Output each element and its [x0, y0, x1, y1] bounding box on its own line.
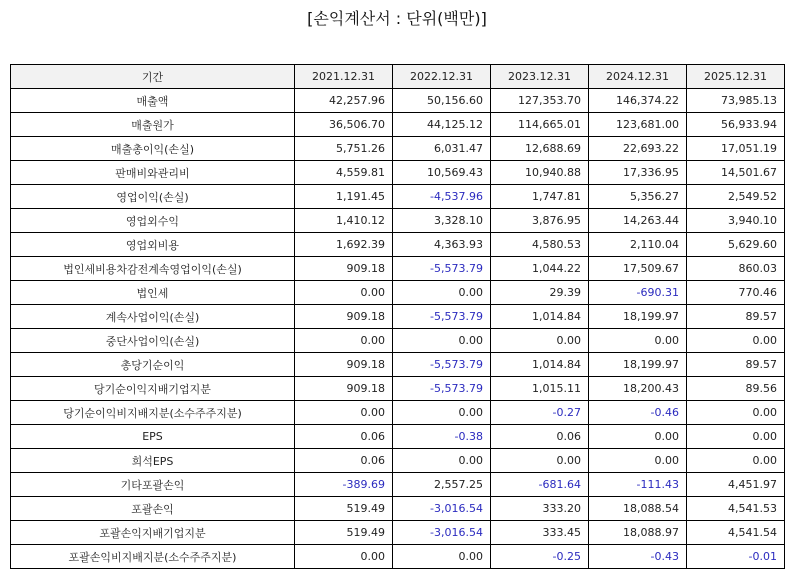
table-cell: 519.49 — [295, 497, 393, 521]
table-cell: -0.27 — [491, 401, 589, 425]
table-cell: -3,016.54 — [393, 521, 491, 545]
table-cell: -111.43 — [589, 473, 687, 497]
table-cell: 0.06 — [295, 425, 393, 449]
table-cell: 0.00 — [589, 329, 687, 353]
row-label: 당기순이익비지배지분(소수주주지분) — [11, 401, 295, 425]
table-cell: 36,506.70 — [295, 113, 393, 137]
header-year: 2022.12.31 — [393, 65, 491, 89]
table-cell: -5,573.79 — [393, 257, 491, 281]
table-cell: 0.00 — [687, 425, 785, 449]
table-cell: 0.00 — [295, 329, 393, 353]
row-label: 포괄손익 — [11, 497, 295, 521]
table-cell: 0.00 — [589, 449, 687, 473]
table-cell: 44,125.12 — [393, 113, 491, 137]
table-cell: 4,541.54 — [687, 521, 785, 545]
table-cell: 1,410.12 — [295, 209, 393, 233]
row-label: 법인세비용차감전계속영업이익(손실) — [11, 257, 295, 281]
table-row — [11, 329, 785, 353]
table-cell: 1,191.45 — [295, 185, 393, 209]
table-cell: -0.25 — [491, 545, 589, 569]
table-row — [11, 449, 785, 473]
table-row — [11, 473, 785, 497]
table-cell: 14,501.67 — [687, 161, 785, 185]
table-cell: 1,044.22 — [491, 257, 589, 281]
table-cell: 1,015.11 — [491, 377, 589, 401]
table-cell: 4,541.53 — [687, 497, 785, 521]
row-label: 희석EPS — [11, 449, 295, 473]
table-row — [11, 377, 785, 401]
header-year: 2025.12.31 — [687, 65, 785, 89]
table-cell: -0.46 — [589, 401, 687, 425]
row-label: 기타포괄손익 — [11, 473, 295, 497]
row-label: 영업이익(손실) — [11, 185, 295, 209]
header-period: 기간 — [11, 65, 295, 89]
table-cell: 18,200.43 — [589, 377, 687, 401]
table-cell: 0.00 — [393, 545, 491, 569]
table-cell: 18,088.54 — [589, 497, 687, 521]
table-cell: -0.43 — [589, 545, 687, 569]
table-cell: 2,549.52 — [687, 185, 785, 209]
header-year: 2024.12.31 — [589, 65, 687, 89]
table-cell: 22,693.22 — [589, 137, 687, 161]
table-cell: 89.56 — [687, 377, 785, 401]
table-cell: -690.31 — [589, 281, 687, 305]
table-cell: 4,559.81 — [295, 161, 393, 185]
table-cell: 0.00 — [687, 329, 785, 353]
table-cell: 3,876.95 — [491, 209, 589, 233]
table-row — [11, 137, 785, 161]
table-cell: -5,573.79 — [393, 305, 491, 329]
table-cell: 909.18 — [295, 353, 393, 377]
table-row — [11, 353, 785, 377]
table-cell: -681.64 — [491, 473, 589, 497]
table-row — [11, 113, 785, 137]
table-cell: 0.00 — [393, 449, 491, 473]
row-label: 영업외비용 — [11, 233, 295, 257]
row-label: 판매비와관리비 — [11, 161, 295, 185]
table-cell: 50,156.60 — [393, 89, 491, 113]
table-cell: -3,016.54 — [393, 497, 491, 521]
table-cell: 0.00 — [295, 401, 393, 425]
table-cell: 29.39 — [491, 281, 589, 305]
table-cell: 1,014.84 — [491, 353, 589, 377]
page-title: [손익계산서 : 단위(백만)] — [307, 9, 487, 28]
table-row — [11, 401, 785, 425]
table-cell: 17,051.19 — [687, 137, 785, 161]
table-cell: 5,751.26 — [295, 137, 393, 161]
row-label: 총당기순이익 — [11, 353, 295, 377]
table-cell: 0.00 — [393, 401, 491, 425]
table-cell: 12,688.69 — [491, 137, 589, 161]
table-cell: -5,573.79 — [393, 353, 491, 377]
table-cell: 0.00 — [687, 449, 785, 473]
table-cell: 10,940.88 — [491, 161, 589, 185]
table-row — [11, 233, 785, 257]
table-cell: 333.45 — [491, 521, 589, 545]
table-row — [11, 497, 785, 521]
table-cell: 2,557.25 — [393, 473, 491, 497]
table-cell: 5,356.27 — [589, 185, 687, 209]
table-cell: 89.57 — [687, 353, 785, 377]
table-cell: 519.49 — [295, 521, 393, 545]
table-cell: 0.00 — [393, 329, 491, 353]
table-cell: 18,199.97 — [589, 353, 687, 377]
table-cell: 18,199.97 — [589, 305, 687, 329]
table-row — [11, 305, 785, 329]
row-label: 포괄손익지배기업지분 — [11, 521, 295, 545]
table-cell: 17,509.67 — [589, 257, 687, 281]
table-cell: 4,451.97 — [687, 473, 785, 497]
table-cell: 0.00 — [687, 401, 785, 425]
table-cell: 56,933.94 — [687, 113, 785, 137]
table-cell: 0.00 — [393, 281, 491, 305]
table-cell: 5,629.60 — [687, 233, 785, 257]
table-cell: 73,985.13 — [687, 89, 785, 113]
table-cell: 42,257.96 — [295, 89, 393, 113]
table-cell: 14,263.44 — [589, 209, 687, 233]
table-cell: 909.18 — [295, 257, 393, 281]
table-cell: -0.38 — [393, 425, 491, 449]
table-cell: -5,573.79 — [393, 377, 491, 401]
table-cell: 770.46 — [687, 281, 785, 305]
table-cell: 0.06 — [491, 425, 589, 449]
table-cell: 0.06 — [295, 449, 393, 473]
table-cell: 17,336.95 — [589, 161, 687, 185]
table-cell: -389.69 — [295, 473, 393, 497]
table-cell: 1,747.81 — [491, 185, 589, 209]
table-row — [11, 89, 785, 113]
table-cell: 123,681.00 — [589, 113, 687, 137]
row-label: EPS — [11, 425, 295, 449]
table-cell: 3,940.10 — [687, 209, 785, 233]
table-cell: 0.00 — [491, 329, 589, 353]
row-label: 당기순이익지배기업지분 — [11, 377, 295, 401]
table-cell: 4,363.93 — [393, 233, 491, 257]
table-cell: 114,665.01 — [491, 113, 589, 137]
table-cell: 89.57 — [687, 305, 785, 329]
table-row — [11, 209, 785, 233]
header-year: 2023.12.31 — [491, 65, 589, 89]
table-cell: -4,537.96 — [393, 185, 491, 209]
table-row — [11, 257, 785, 281]
table-cell: -0.01 — [687, 545, 785, 569]
table-cell: 909.18 — [295, 305, 393, 329]
table-cell: 6,031.47 — [393, 137, 491, 161]
table-cell: 0.00 — [491, 449, 589, 473]
table-header-row — [11, 65, 785, 89]
table-cell: 909.18 — [295, 377, 393, 401]
row-label: 영업외수익 — [11, 209, 295, 233]
table-cell: 4,580.53 — [491, 233, 589, 257]
table-cell: 2,110.04 — [589, 233, 687, 257]
row-label: 법인세 — [11, 281, 295, 305]
row-label: 중단사업이익(손실) — [11, 329, 295, 353]
table-row — [11, 545, 785, 569]
row-label: 매출원가 — [11, 113, 295, 137]
table-cell: 127,353.70 — [491, 89, 589, 113]
table-row — [11, 185, 785, 209]
table-cell: 1,692.39 — [295, 233, 393, 257]
row-label: 매출액 — [11, 89, 295, 113]
table-cell: 1,014.84 — [491, 305, 589, 329]
row-label: 계속사업이익(손실) — [11, 305, 295, 329]
income-statement-table — [10, 64, 785, 569]
table-cell: 0.00 — [589, 425, 687, 449]
table-cell: 10,569.43 — [393, 161, 491, 185]
row-label: 포괄손익비지배지분(소수주주지분) — [11, 545, 295, 569]
row-label: 매출총이익(손실) — [11, 137, 295, 161]
table-row — [11, 281, 785, 305]
table-row — [11, 521, 785, 545]
table-cell: 0.00 — [295, 281, 393, 305]
table-cell: 18,088.97 — [589, 521, 687, 545]
table-cell: 146,374.22 — [589, 89, 687, 113]
table-cell: 3,328.10 — [393, 209, 491, 233]
header-year: 2021.12.31 — [295, 65, 393, 89]
table-cell: 0.00 — [295, 545, 393, 569]
table-row — [11, 161, 785, 185]
table-cell: 333.20 — [491, 497, 589, 521]
table-cell: 860.03 — [687, 257, 785, 281]
table-row — [11, 425, 785, 449]
